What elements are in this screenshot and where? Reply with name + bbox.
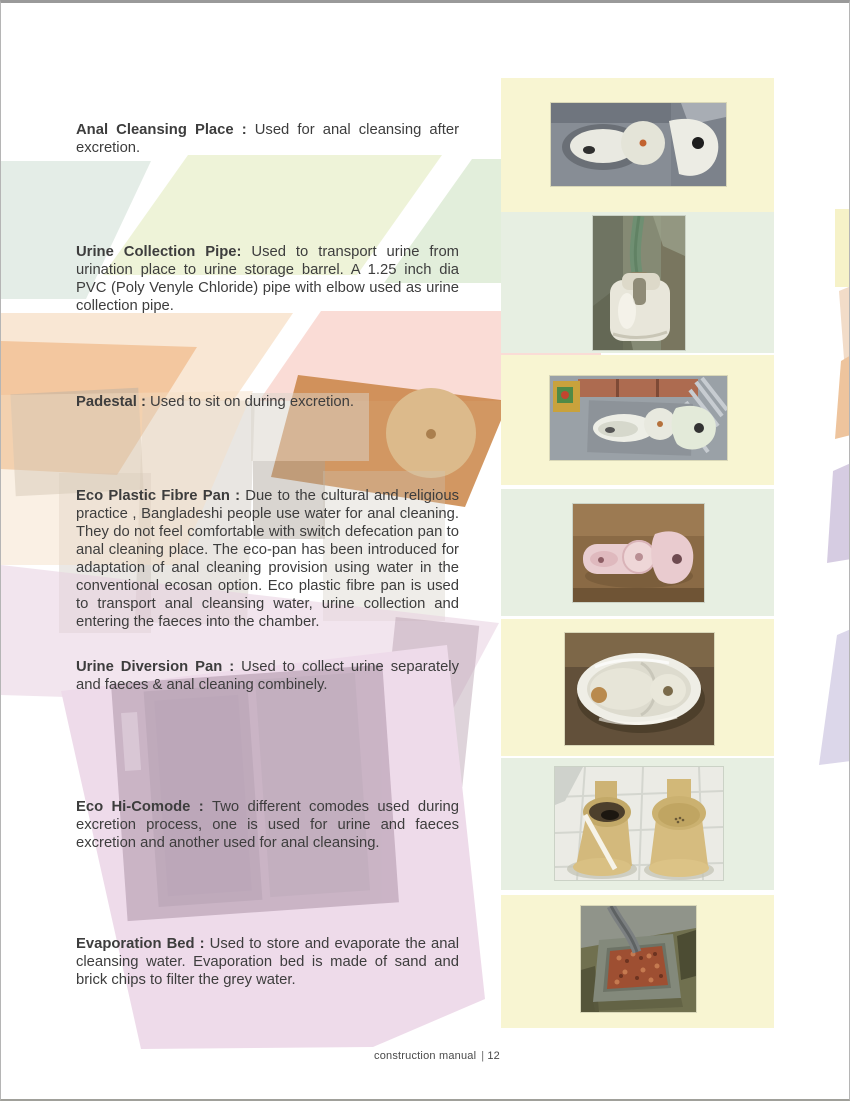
entry-term: Evaporation Bed :	[76, 936, 210, 952]
entry-description: Used to sit on during excretion.	[150, 394, 354, 410]
entry-description: Used to store and evaporate the anal cleansing water. Evaporation bed is made of sand and brick chips to filter the grey water.	[76, 936, 459, 988]
page-edge-color-slivers	[819, 209, 850, 765]
entry-term: Anal Cleansing Place :	[76, 122, 255, 138]
entry-evaporation-bed	[76, 935, 459, 989]
entry-description: Used for anal cleansing after excretion.	[76, 122, 459, 156]
page-number: 12	[487, 1050, 500, 1062]
entry-eco-hi-comode	[76, 798, 459, 852]
entry-paragraph	[76, 393, 459, 411]
padestal-photo	[550, 376, 727, 460]
entry-paragraph	[76, 935, 459, 989]
entry-paragraph	[76, 121, 459, 157]
footer-separator: |	[481, 1050, 485, 1062]
entry-term: Urine Collection Pipe:	[76, 244, 252, 260]
urine-collection-pipe-photo	[593, 216, 685, 350]
entry-urine-collection-pipe	[76, 243, 459, 315]
entry-description: Two different comodes used during excretion process, one is used for urine and faeces excretion and another used for anal cleansing.	[76, 799, 459, 851]
entry-description: Used to collect urine separately and faeces & anal cleaning combinely.	[76, 659, 459, 693]
entry-description: Used to transport urine from urination place to urine storage barrel. A 1.25 inch dia PVC (Poly Venyle Chloride) pipe with elbow used as urine collection pipe.	[76, 244, 460, 314]
entry-description: Due to the cultural and religious practice , Bangladeshi people use water for anal cleaning. They do not feel comfortable with switch defecation pan to anal cleaning place. The eco-pan has been introduced for adaptation of anal cleaning provision using water in the conventional ecosan option. Eco plastic fibre pan is used to transport anal cleansing water, urine collection and entering the faeces into the chamber.	[76, 488, 459, 630]
entry-padestal	[76, 393, 459, 411]
evaporation-bed-photo	[581, 906, 696, 1012]
entry-term: Padestal :	[76, 394, 151, 410]
eco-hi-comode-photo	[555, 767, 723, 880]
entry-paragraph	[76, 658, 459, 694]
entry-term: Urine Diversion Pan :	[76, 659, 242, 675]
entry-paragraph	[76, 243, 459, 315]
urine-diversion-pan-photo	[565, 633, 714, 745]
entry-anal-cleansing-place	[76, 121, 459, 157]
entry-eco-plastic-fibre-pan	[76, 487, 459, 631]
entry-urine-diversion-pan	[76, 658, 459, 694]
eco-plastic-fibre-pan-photo	[573, 504, 704, 602]
page-footer	[374, 1050, 500, 1062]
entry-term: Eco Plastic Fibre Pan :	[76, 488, 246, 504]
anal-cleansing-place-photo	[551, 103, 726, 186]
entry-paragraph	[76, 798, 459, 852]
faded-door-photo	[111, 665, 399, 921]
entry-paragraph	[76, 487, 459, 631]
footer-label: construction manual	[374, 1050, 477, 1062]
entry-term: Eco Hi-Comode :	[76, 799, 213, 815]
